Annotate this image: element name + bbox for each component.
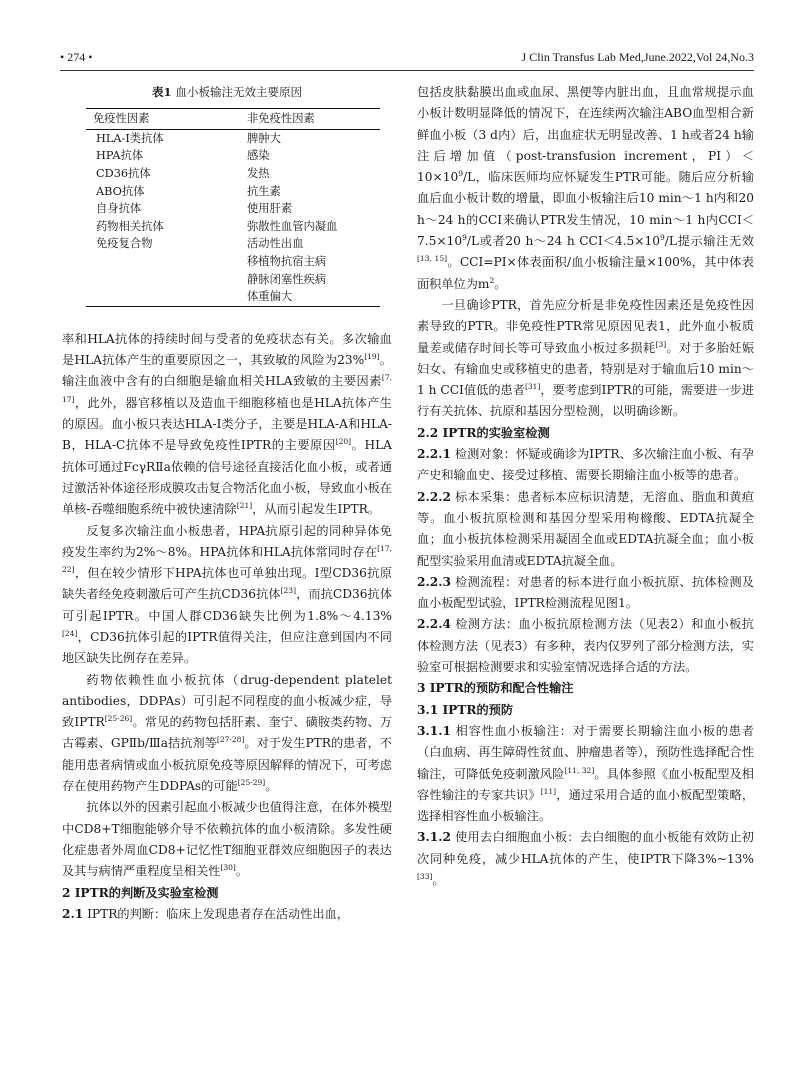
page-number: • 274 • <box>60 50 93 64</box>
table-cell: ABO抗体 <box>96 184 145 198</box>
section-heading-3-1: 3.1 IPTR的预防 <box>417 702 514 717</box>
table-cell: 使用肝素 <box>247 202 293 216</box>
table1-header-nonimmune: 非免疫性因素 <box>247 109 380 130</box>
table-cell: 活动性出血 <box>247 237 304 251</box>
table1-title: 血小板输注无效主要原因 <box>175 85 302 99</box>
paragraph-3-1-2: 3.1.2 使用去白细胞血小板：去白细胞的血小板能有效防止初次同种免疫，减少HLA抗体的产生，使IPTR下降3%~13%[33]。 <box>417 830 754 887</box>
table-cell: 药物相关抗体 <box>96 219 164 233</box>
paragraph-ptr-analysis: 一旦确诊PTR，首先应分析是非免疫性因素还是免疫性因素导致的PTR。非免疫性PTR常见原因见表1，此外血小板质量差或储存时间长等可导致血小板过多损耗[3]。对于多胎妊娠妇女、有输血史或移植史的患者，特别是对于输血后10 min～1 h CCI值低的患者[31]，要考虑到IPTR的可能，需要进一步进行有关抗体、抗原和基因分型检测，以明确诊断。 <box>417 297 755 419</box>
table1-caption <box>62 82 392 103</box>
paragraph-2-2-2: 2.2.2 标本采集：患者标本应标识清楚，无溶血、脂血和黄疸等。血小板抗原检测和基因分型采用枸橼酸、EDTA抗凝全血；血小板抗体检测采用凝固全血或EDTA抗凝全血；血小板配型实验采用血清或EDTA抗凝全血。 <box>417 489 754 568</box>
table-cell: 感染 <box>247 149 270 163</box>
right-column <box>417 82 754 891</box>
table-cell <box>86 253 247 271</box>
table-row <box>86 165 380 183</box>
paragraph-hla-sensitization: 率和HLA抗体的持续时间与受者的免疫状态有关。多次输血是HLA抗体产生的重要原因之一，其致敏的风险为23%[19]。输注血液中含有的白细胞是输血相关HLA致敏的主要因素[7, 17]，此外，器官移植以及造血干细胞移植也是HLA抗体产生的原因。血小板只表达HLA-Ⅰ类分子，主要是HLA-A和HLA-B，HLA-C抗体不是导致免疫性IPTR的主要原因[20]。HLA抗体可通过FcγRⅡa依赖的信号途径直接活化血小板，或者通过激活补体途径形成膜攻击复合物活化血小板，导致血小板在单核-吞噬细胞系统中被快速清除[21]，从而引起发生IPTR。 <box>62 331 392 517</box>
journal-citation: J Clin Transfus Lab Med,June.2022,Vol 24,No.3 <box>521 50 754 64</box>
table-row <box>86 271 380 289</box>
table-row <box>86 218 380 236</box>
table-row <box>86 129 380 147</box>
section-heading-3: 3 IPTR的预防和配合性输注 <box>417 681 574 696</box>
table-cell: 移植物抗宿主病 <box>247 255 327 269</box>
table-cell <box>86 288 247 306</box>
table-row <box>86 200 380 218</box>
section-heading-2: 2 IPTR的判断及实验室检测 <box>62 885 219 900</box>
table-row <box>86 183 380 201</box>
table-cell: 免疫复合物 <box>96 237 153 251</box>
table-row <box>86 235 380 253</box>
running-header <box>60 50 754 70</box>
paragraph-ptr-criteria: 包括皮肤黏膜出血或血尿、黑便等内脏出血，且血常规提示血小板计数明显降低的情况下，在连续两次输注ABO血型相合新鲜血小板（3 d内）后，出血症状无明显改善、1 h或者24 h输注后增加值（post-transfusion increment，$PI)<10\times 10^9/L$，临床医师均应怀疑发生PTR可能。随后应分析输血后血小板计数的增量，即血小板输注后10 min～1 h内和20 h～24 h的CCI来确认PTR发生情况，10 min～1 h内$CCI<7.5\times 10^9/L$或者20 h～24 h $CCI<4.5\times 10^9/L$提示输注无效[13, 15]。CCI=PI×体表面积/血小板输注量×100%，其中体表面积单位为$m^2$。 <box>417 85 754 291</box>
table-cell: HPA抗体 <box>96 149 144 163</box>
table-cell: 发热 <box>247 167 270 181</box>
table1 <box>86 108 380 307</box>
table-cell: 体重偏大 <box>247 288 380 306</box>
paragraph-2-2-4: 2.2.4 检测方法：血小板抗原检测方法（见表2）和血小板抗体检测方法（见表3）有多种，表内仅罗列了部分检测方法，实验室可根据检测要求和实验室情况选择合适的方法。 <box>417 617 754 675</box>
table-cell <box>86 271 247 289</box>
table1-label: 表1 <box>151 85 172 99</box>
table-cell: 弥散性血管内凝血 <box>247 219 338 233</box>
table-cell: 抗生素 <box>247 184 281 198</box>
paragraph-3-1-1: 3.1.1 相容性血小板输注：对于需要长期输注血小板的患者（白血病、再生障碍性贫血、肿瘤患者等），预防性选择配合性输注，可降低免疫刺激风险[11, 32]。具体参照《血小板配型及相容性输注的专家共识》[11]，通过采用合适的血小板配型策略，选择相容性血小板输注。 <box>417 723 755 824</box>
table-row <box>86 288 380 306</box>
table-row <box>86 147 380 165</box>
paragraph-2-2-3: 2.2.3 检测流程：对患者的标本进行血小板抗原、抗体检测及血小板配型试验，IPTR检测流程见图1。 <box>417 574 754 611</box>
table-cell: 静脉闭塞性疾病 <box>247 272 327 286</box>
table-row <box>86 253 380 271</box>
section-heading-2-2: 2.2 IPTR的实验室检测 <box>417 425 550 440</box>
table1-header-immune: 免疫性因素 <box>86 109 247 130</box>
table-cell: HLA-Ⅰ类抗体 <box>96 131 164 145</box>
table-cell: 自身抗体 <box>96 202 142 216</box>
paragraph-hpa-cd36: 反复多次输注血小板患者，HPA抗原引起的同种异体免疫发生率约为2%～8%。HPA抗体和HLA抗体常同时存在[17, 22]，但在较少情形下HPA抗体也可单独出现。Ⅰ型CD36抗原缺失者经免疫刺激后可产生抗CD36抗体[23]，而抗CD36抗体可引起IPTR。中国人群CD36缺失比例为1.8%～4.13%[24]，CD36抗体引起的IPTR值得关注，但应注意到国内不同地区缺失比例存在差异。 <box>62 523 393 666</box>
header-rule <box>60 70 754 71</box>
paragraph-cd8-tcell: 抗体以外的因素引起血小板减少也值得注意，在体外模型中CD8+T细胞能够介导不依赖抗体的血小板清除。多发性硬化症患者外周血CD8+记忆性T细胞亚群效应细胞因子的表达及其与病情严重程度呈相关性[30]。 <box>62 800 392 879</box>
table-cell: 脾肿大 <box>247 131 281 145</box>
paragraph-ddpas: 药物依赖性血小板抗体（drug-dependent platelet antibodies，DDPAs）可引起不同程度的血小板减少症，导致IPTR[25-26]。常见的药物包括肝素、奎宁、磺胺类药物、万古霉素、GPⅡb/Ⅲa拮抗剂等[27-28]。对于发生PTR的患者，不能用患者病情或血小板抗原免疫等原因解释的情况下，可考虑存在使用药物产生DDPAs的可能[25-29]。 <box>62 672 393 794</box>
paragraph-2-1: 2.1 IPTR的判断：临床上发现患者存在活动性出血， <box>62 906 349 921</box>
left-column <box>62 82 392 925</box>
table-cell: CD36抗体 <box>96 167 151 181</box>
paragraph-2-2-1: 2.2.1 检测对象：怀疑或确诊为IPTR、多次输注血小板、有孕产史和输血史、接受过移植、需要长期输注血小板等的患者。 <box>417 447 754 483</box>
